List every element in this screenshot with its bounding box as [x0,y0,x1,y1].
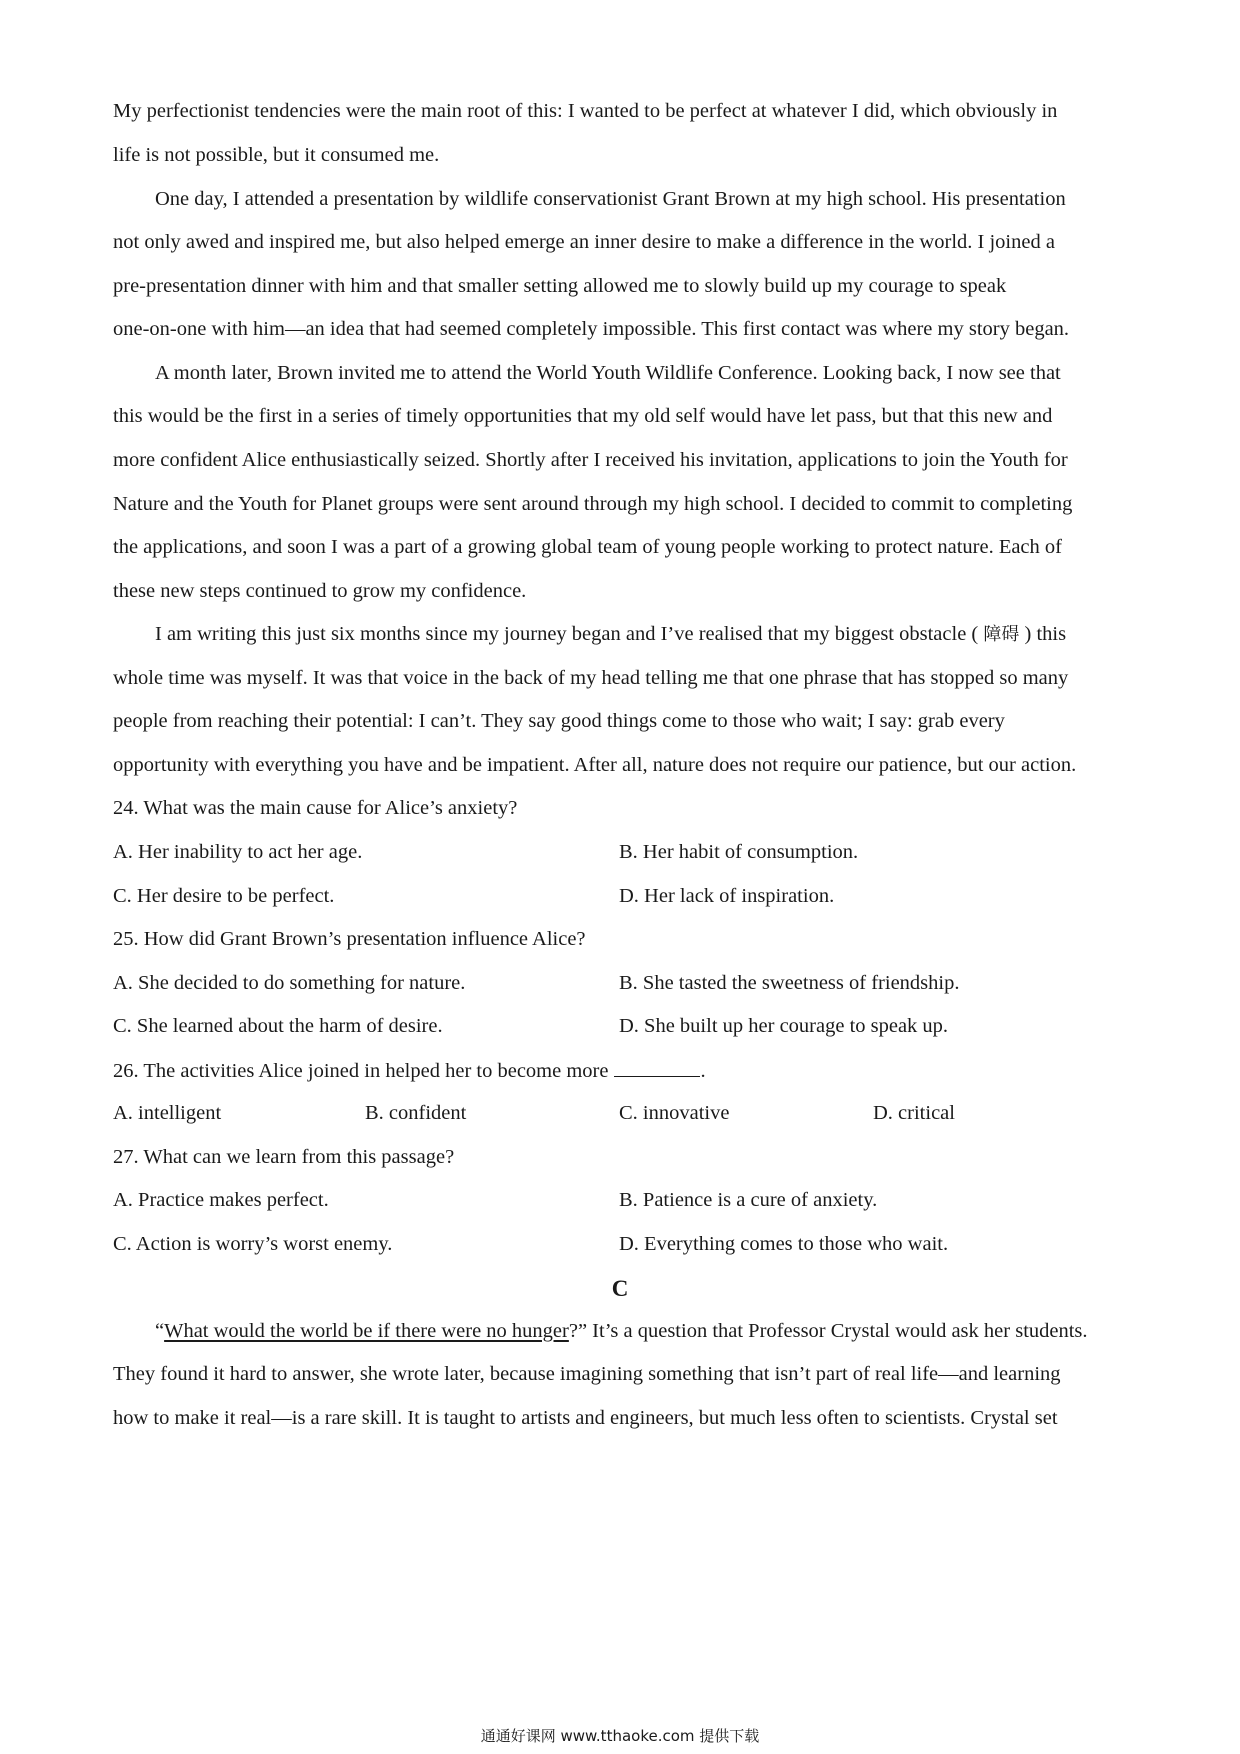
option-24d: D. Her lack of inspiration. [619,885,835,907]
passage-line: these new steps continued to grow my confidence. [113,580,527,602]
answer-blank [614,1060,700,1077]
passage-line: life is not possible, but it consumed me. [113,144,440,166]
passage-line: people from reaching their potential: I can’t. They say good things come to those who wait; I say: grab every [113,710,1005,732]
option-24a: A. Her inability to act her age. [113,841,363,863]
passage-line: more confident Alice enthusiastically seized. Shortly after I received his invitation, applications to join the Youth for [113,449,1068,471]
passage-line: not only awed and inspired me, but also helped emerge an inner desire to make a difference in the world. I joined a [113,231,1055,253]
option-24b: B. Her habit of consumption. [619,841,859,863]
question-text: . [700,1060,706,1082]
option-27c: C. Action is worry’s worst enemy. [113,1233,393,1255]
passage-line: the applications, and soon I was a part of a growing global team of young people working to protect nature. Each of [113,536,1062,558]
question-text: 26. The activities Alice joined in helped her to become more [113,1060,609,1082]
question-stem-25: 25. How did Grant Brown’s presentation influence Alice? [113,928,586,950]
passage-line: this would be the first in a series of timely opportunities that my old self would have let pass, but that this new and [113,405,1053,427]
passage-line: opportunity with everything you have and be impatient. After all, nature does not require our patience, but our action. [113,754,1077,776]
passage-line: pre-presentation dinner with him and that smaller setting allowed me to slowly build up my courage to speak [113,275,1007,297]
option-25a: A. She decided to do something for nature. [113,972,466,994]
section-heading: C [611,1276,629,1301]
page-footer: 通通好课网 www.tthaoke.com 提供下载 [480,1727,760,1745]
option-25c: C. She learned about the harm of desire. [113,1015,443,1037]
option-27b: B. Patience is a cure of anxiety. [619,1189,878,1211]
passage-line: one-on-one with him—an idea that had seemed completely impossible. This first contact was where my story began. [113,318,1070,340]
option-27d: D. Everything comes to those who wait. [619,1233,949,1255]
option-26b: B. confident [365,1102,467,1124]
option-25b: B. She tasted the sweetness of friendship. [619,972,960,994]
passage-line: Nature and the Youth for Planet groups were sent around through my high school. I decided to commit to completing [113,493,1073,515]
option-26d: D. critical [873,1102,955,1124]
chinese-gloss: 障碍 [983,624,1020,645]
passage-text: ?” It’s a question that Professor Crystal would ask her students. [568,1320,1088,1342]
option-24c: C. Her desire to be perfect. [113,885,335,907]
option-26c: C. innovative [619,1102,730,1124]
passage-line: whole time was myself. It was that voice in the back of my head telling me that one phrase that has stopped so many [113,667,1069,689]
option-25d: D. She built up her courage to speak up. [619,1015,949,1037]
passage-text: ) this [1024,623,1067,645]
underlined-phrase: What would the world be if there were no hunger [164,1320,569,1342]
passage-text: I am writing this just six months since my journey began and I’ve realised that my biggest obstacle ( [155,623,979,645]
question-stem-27: 27. What can we learn from this passage? [113,1146,455,1168]
passage-line: One day, I attended a presentation by wildlife conservationist Grant Brown at my high school. His presentation [155,188,1066,210]
passage-line: They found it hard to answer, she wrote later, because imagining something that isn’t part of real life—and learning [113,1363,1061,1385]
passage-line: A month later, Brown invited me to attend the World Youth Wildlife Conference. Looking back, I now see that [155,362,1061,384]
question-stem-26 [113,1060,706,1082]
option-27a: A. Practice makes perfect. [113,1189,329,1211]
passage-line: how to make it real—is a rare skill. It is taught to artists and engineers, but much less often to scientists. Crystal set [113,1407,1058,1429]
passage-line [155,1321,1088,1342]
option-26a: A. intelligent [113,1102,222,1124]
passage-text: “ [155,1320,165,1342]
passage-line [155,624,1066,645]
passage-line: My perfectionist tendencies were the main root of this: I wanted to be perfect at whatever I did, which obviously in [113,100,1058,122]
question-stem-24: 24. What was the main cause for Alice’s anxiety? [113,797,518,819]
